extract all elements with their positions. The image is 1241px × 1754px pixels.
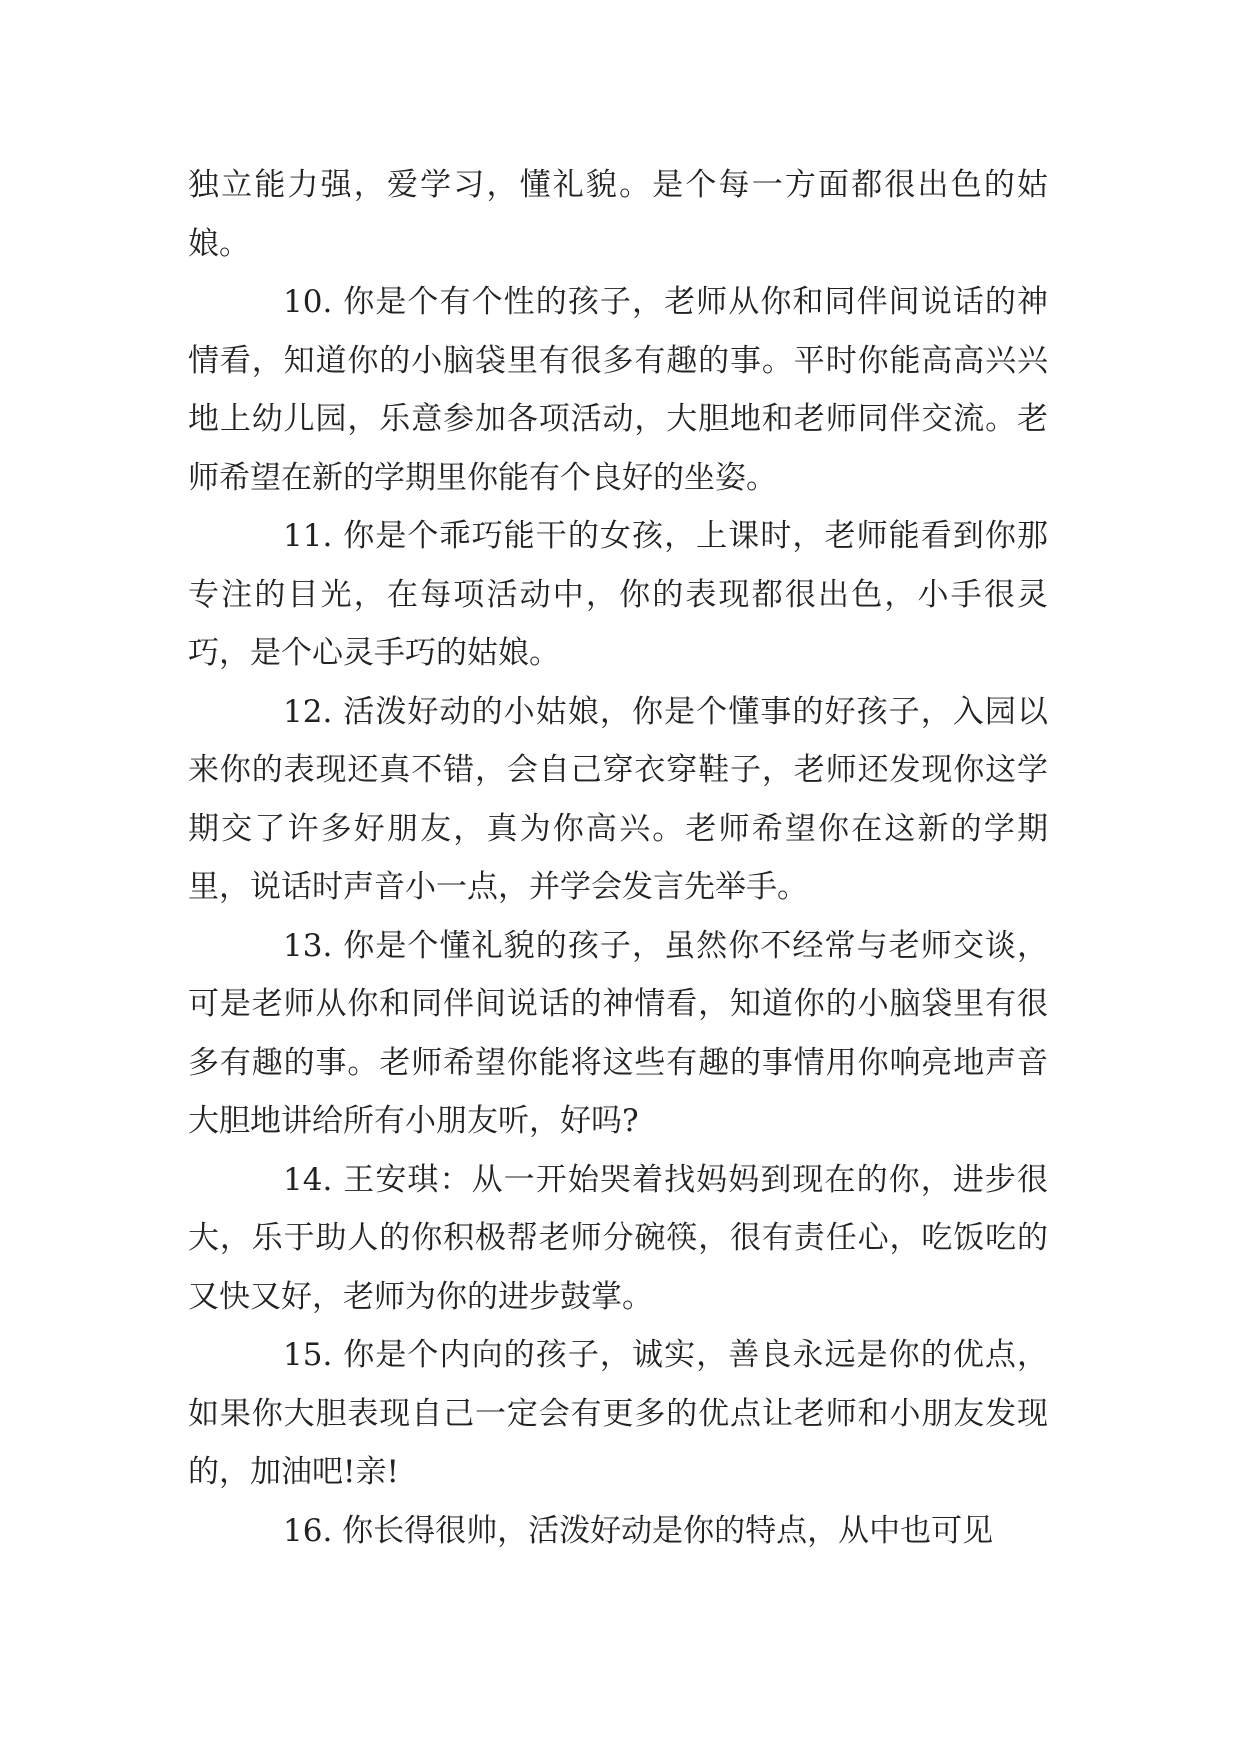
paragraph-item-11: 11. 你是个乖巧能干的女孩，上课时，老师能看到你那专注的目光，在每项活动中，你的表现都很出色，小手很灵巧，是个心灵手巧的姑娘。 xyxy=(188,518,1048,671)
paragraph-item-10: 10. 你是个有个性的孩子，老师从你和同伴间说话的神情看，知道你的小脑袋里有很多有趣的事。平时你能高高兴兴地上幼儿园，乐意参加各项活动，大胆地和老师同伴交流。老师希望在新的学期里你能有个良好的坐姿。 xyxy=(188,284,1048,496)
paragraph-item-15: 15. 你是个内向的孩子，诚实，善良永远是你的优点，如果你大胆表现自己一定会有更多的优点让老师和小朋友发现的，加油吧!亲! xyxy=(188,1337,1048,1490)
document-body xyxy=(188,156,1048,1560)
paragraph-item-12: 12. 活泼好动的小姑娘，你是个懂事的好孩子，入园以来你的表现还真不错，会自己穿衣穿鞋子，老师还发现你这学期交了许多好朋友，真为你高兴。老师希望你在这新的学期里，说话时声音小一点，并学会发言先举手。 xyxy=(188,693,1048,905)
paragraph-item-13: 13. 你是个懂礼貌的孩子，虽然你不经常与老师交谈，可是老师从你和同伴间说话的神情看，知道你的小脑袋里有很多有趣的事。老师希望你能将这些有趣的事情用你响亮地声音大胆地讲给所有小朋友听，好吗? xyxy=(188,927,1048,1139)
paragraph-continuation: 独立能力强，爱学习，懂礼貌。是个每一方面都很出色的姑娘。 xyxy=(188,167,1048,262)
paragraph-item-14: 14. 王安琪：从一开始哭着找妈妈到现在的你，进步很大，乐于助人的你积极帮老师分碗筷，很有责任心，吃饭吃的又快又好，老师为你的进步鼓掌。 xyxy=(188,1161,1048,1315)
paragraph-item-16: 16. 你长得很帅，活泼好动是你的特点，从中也可见 xyxy=(283,1512,994,1549)
